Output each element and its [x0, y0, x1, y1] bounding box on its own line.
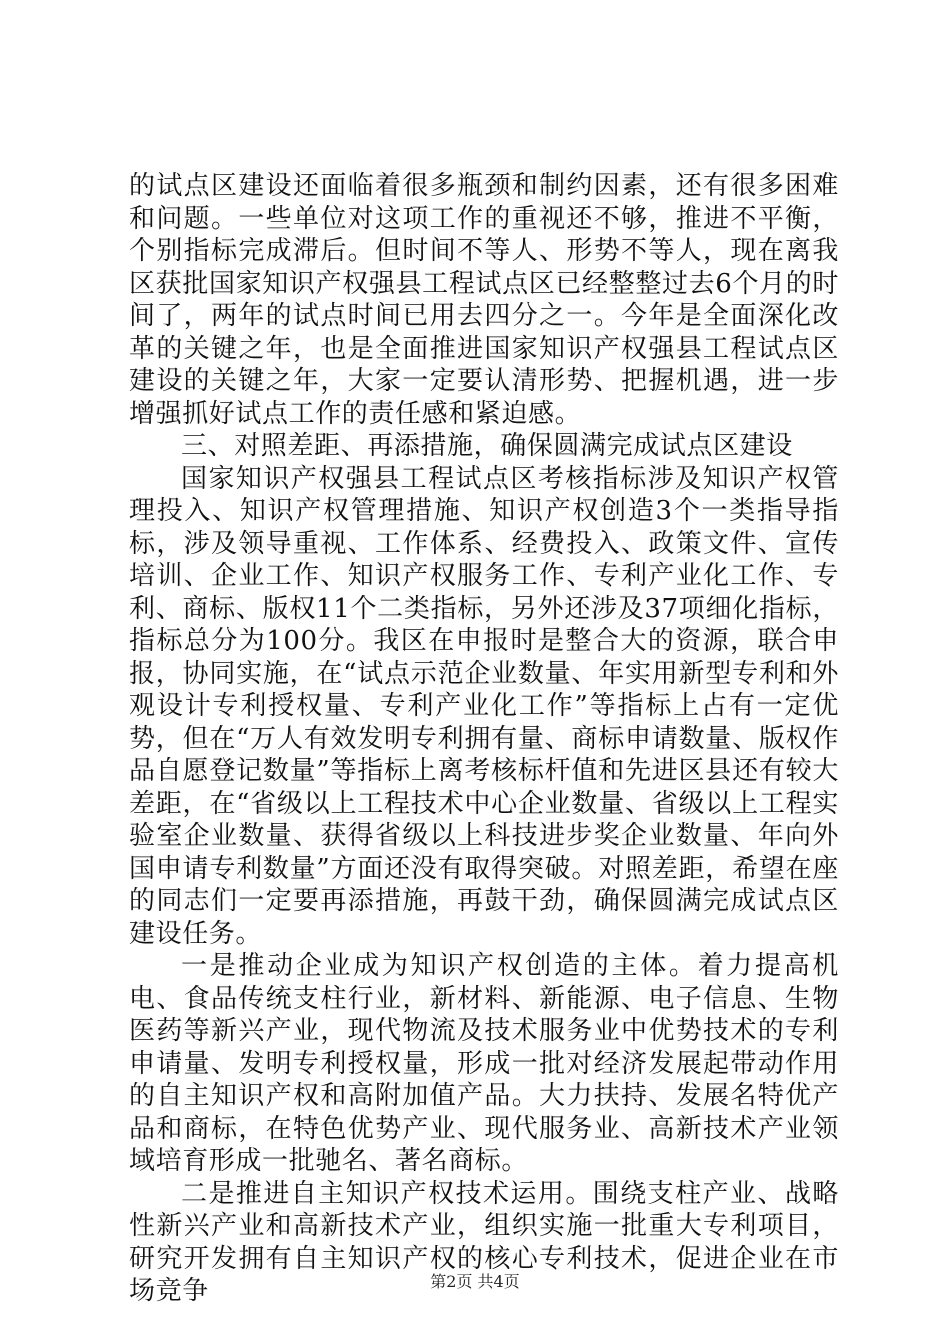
paragraph-measure-two: 二是推进自主知识产权技术运用。围绕支柱产业、战略性新兴产业和高新技术产业，组织实施一批重大专利项目，研究开发拥有自主知识产权的核心专利技术，促进企业在市场竞争 — [129, 1178, 839, 1306]
paragraph-indicators: 国家知识产权强县工程试点区考核指标涉及知识产权管理投入、知识产权管理措施、知识产权创造3个一类指导指标，涉及领导重视、工作体系、经费投入、政策文件、宣传培训、企业工作、知识产权服务工作、专利产业化工作、专利、商标、版权11个二类指标，另外还涉及37项细化指标，指标总分为100分。我区在申报时是整合大的资源，联合申报，协同实施，在“试点示范企业数量、年实用新型专利和外观设计专利授权量、专利产业化工作”等指标上占有一定优势，但在“万人有效发明专利拥有量、商标申请数量、版权作品自愿登记数量”等指标上离考核标杆值和先进区县还有较大差距，在“省级以上工程技术中心企业数量、省级以上工程实验室企业数量、获得省级以上科技进步奖企业数量、年向外国申请专利数量”方面还没有取得突破。对照差距，希望在座的同志们一定要再添措施，再鼓干劲，确保圆满完成试点区建设任务。 — [129, 463, 839, 949]
paragraph-continuation: 的试点区建设还面临着很多瓶颈和制约因素，还有很多困难和问题。一些单位对这项工作的重视还不够，推进不平衡，个别指标完成滞后。但时间不等人、形势不等人，现在离我区获批国家知识产权强县工程试点区已经整整过去6个月的时间了，两年的试点时间已用去四分之一。今年是全面深化改革的关键之年，也是全面推进国家知识产权强县工程试点区建设的关键之年，大家一定要认清形势、把握机遇，进一步增强抓好试点工作的责任感和紧迫感。 — [129, 171, 839, 429]
section-heading: 三、对照差距、再添措施，确保圆满完成试点区建设 — [181, 431, 793, 461]
page-number-footer: 第2页 共4页 — [430, 1272, 520, 1291]
body-text — [129, 170, 839, 1308]
paragraph-measure-one: 一是推动企业成为知识产权创造的主体。着力提高机电、食品传统支柱行业，新材料、新能源、电子信息、生物医药等新兴产业，现代物流及技术服务业中优势技术的专利申请量、发明专利授权量，形成一批对经济发展起带动作用的自主知识产权和高附加值产品。大力扶持、发展名特优产品和商标，在特色优势产业、现代服务业、高新技术产业领域培育形成一批驰名、著名商标。 — [129, 951, 839, 1176]
